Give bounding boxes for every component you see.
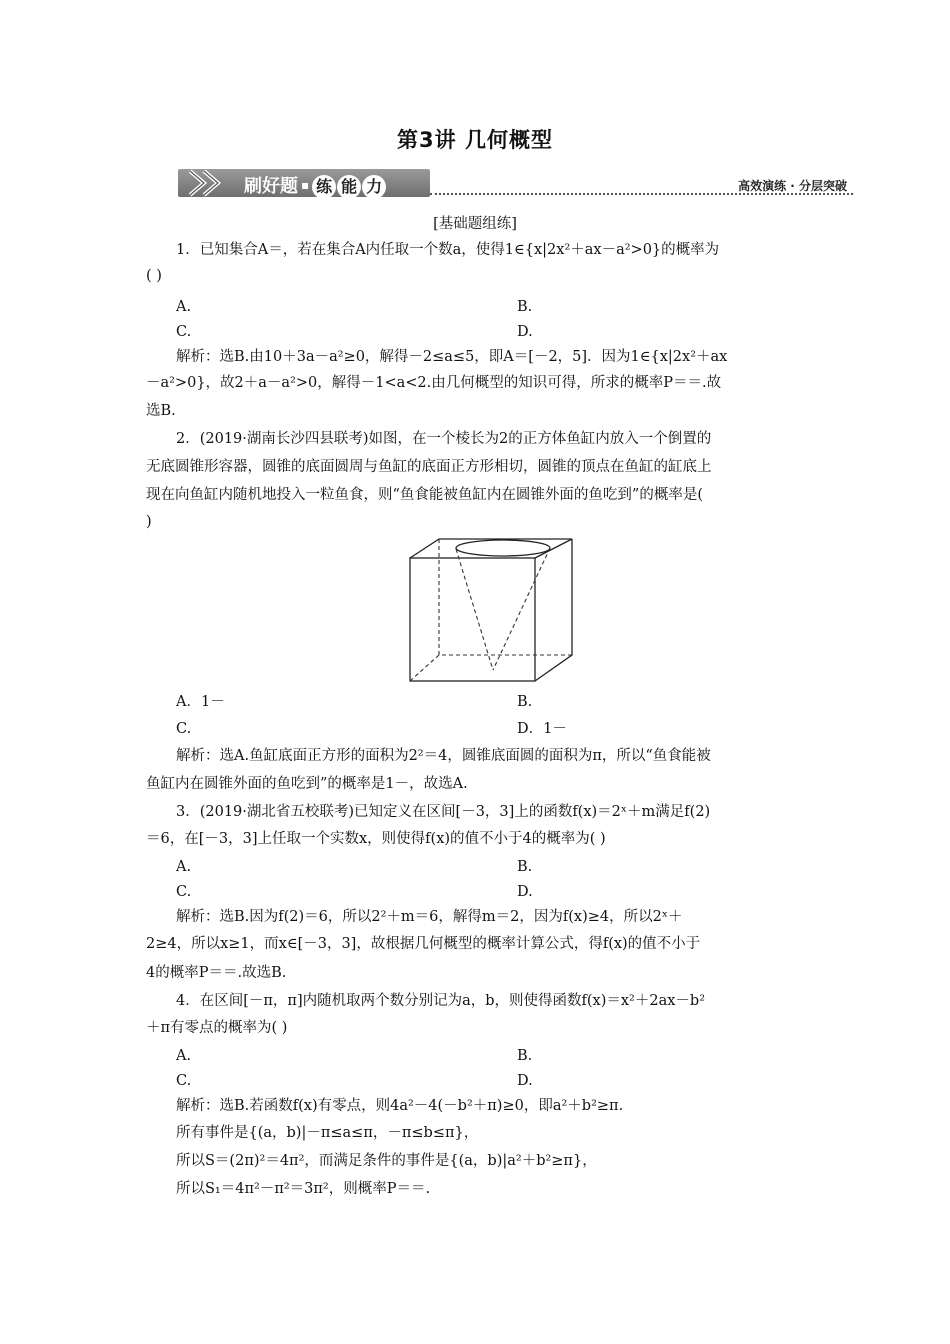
- q2-option-c: C.: [176, 721, 192, 737]
- q4-stem-line1: 4．在区间[－π，π]内随机取两个数分别记为a，b，则使得函数f(x)＝x²＋2ax－b²: [176, 993, 706, 1009]
- section-heading: [基础题组练]: [433, 216, 517, 232]
- q3-option-d: D.: [517, 884, 533, 900]
- q4-stem-line2: ＋π有零点的概率为( ): [146, 1020, 288, 1036]
- q3-option-c: C.: [176, 884, 192, 900]
- q4-option-a: A.: [176, 1048, 192, 1064]
- q1-stem-line1: 1．已知集合A＝，若在集合A内任取一个数a，使得1∈{x|2x²＋ax－a²>0}的概率为: [176, 242, 720, 258]
- q4-solution-line3: 所以S＝(2π)²＝4π²，而满足条件的事件是{(a，b)|a²＋b²≥π}，: [176, 1153, 597, 1169]
- q2-stem-line2: 无底圆锥形容器，圆锥的底面圆周与鱼缸的底面正方形相切，圆锥的顶点在鱼缸的缸底上: [146, 459, 712, 475]
- q2-solution-line1: 解析：选A.鱼缸底面正方形的面积为2²＝4，圆锥底面圆的面积为π，所以“鱼食能被: [176, 748, 711, 764]
- q3-stem-line2: ＝6，在[－3，3]上任取一个实数x，则使得f(x)的值不小于4的概率为( ): [146, 831, 606, 847]
- q2-stem-line3: 现在向鱼缸内随机地投入一粒鱼食，则“鱼食能被鱼缸内在圆锥外面的鱼吃到”的概率是(: [146, 487, 703, 503]
- q4-solution-line4: 所以S₁＝4π²－π²＝3π²，则概率P＝＝.: [176, 1181, 431, 1197]
- q2-stem-line4: ): [146, 514, 152, 530]
- q1-solution-line2: －a²>0}，故2＋a－a²>0，解得－1<a<2.由几何概型的知识可得，所求的概率P＝＝.故: [146, 375, 722, 391]
- q1-option-c: C.: [176, 324, 192, 340]
- q4-option-d: D.: [517, 1073, 533, 1089]
- double-chevron-icon: [178, 167, 238, 199]
- q1-stem-line2: ( ): [146, 268, 162, 284]
- q1-option-a: A.: [176, 299, 192, 315]
- section-banner: [178, 167, 853, 199]
- banner-char-3: 力: [362, 175, 386, 199]
- q4-solution-line1: 解析：选B.若函数f(x)有零点，则4a²－4(－b²＋π)≥0，即a²＋b²≥π.: [176, 1098, 624, 1114]
- q2-option-b: B.: [517, 694, 533, 710]
- q1-option-b: B.: [517, 299, 533, 315]
- banner-left-text: 刷好题: [244, 176, 298, 197]
- q2-solution-line2: 鱼缸内在圆锥外面的鱼吃到”的概率是1－，故选A.: [146, 776, 468, 792]
- cube-right-edges: [535, 539, 572, 681]
- q1-option-d: D.: [517, 324, 533, 340]
- cube-hidden-diagonal: [410, 655, 439, 681]
- q4-solution-line2: 所有事件是{(a，b)|－π≤a≤π，－π≤b≤π}，: [176, 1125, 479, 1141]
- banner-char-2: 能: [337, 175, 361, 199]
- q1-solution-line1: 解析：选B.由10＋3a－a²≥0，解得－2≤a≤5，即A＝[－2，5]．因为1∈{x|2x²＋ax: [176, 349, 728, 365]
- q3-solution-line3: 4的概率P＝＝.故选B.: [146, 965, 287, 981]
- q3-solution-line2: 2≥4，所以x≥1，而x∈[－3，3]，故根据几何概型的概率计算公式，得f(x)的值不小于: [146, 936, 701, 952]
- cone-base-ellipse: [456, 540, 550, 556]
- q2-stem-line1: 2．(2019·湖南长沙四县联考)如图，在一个棱长为2的正方体鱼缸内放入一个倒置的: [176, 431, 712, 447]
- q3-solution-line1: 解析：选B.因为f(2)＝6，所以2²＋m＝6，解得m＝2，因为f(x)≥4，所以2ˣ＋: [176, 909, 683, 925]
- q4-option-c: C.: [176, 1073, 192, 1089]
- q3-option-b: B.: [517, 859, 533, 875]
- q3-stem-line1: 3．(2019·湖北省五校联考)已知定义在区间[－3，3]上的函数f(x)＝2ˣ＋m满足f(2): [176, 804, 711, 820]
- q2-option-d: D．1－: [517, 721, 567, 737]
- cube-cone-figure: [405, 530, 585, 690]
- q2-option-a: A．1－: [176, 694, 225, 710]
- banner-char-1: 练: [312, 175, 336, 199]
- cone-right-side: [493, 548, 550, 670]
- q4-option-b: B.: [517, 1048, 533, 1064]
- q3-option-a: A.: [176, 859, 192, 875]
- banner-dot: ▪: [301, 178, 310, 192]
- banner-label: [244, 172, 387, 199]
- cone-left-side: [456, 549, 493, 670]
- q1-solution-line3: 选B.: [146, 403, 176, 419]
- page-title: 第3讲 几何概型: [397, 128, 553, 152]
- banner-right-text: 高效演练 · 分层突破: [738, 179, 847, 193]
